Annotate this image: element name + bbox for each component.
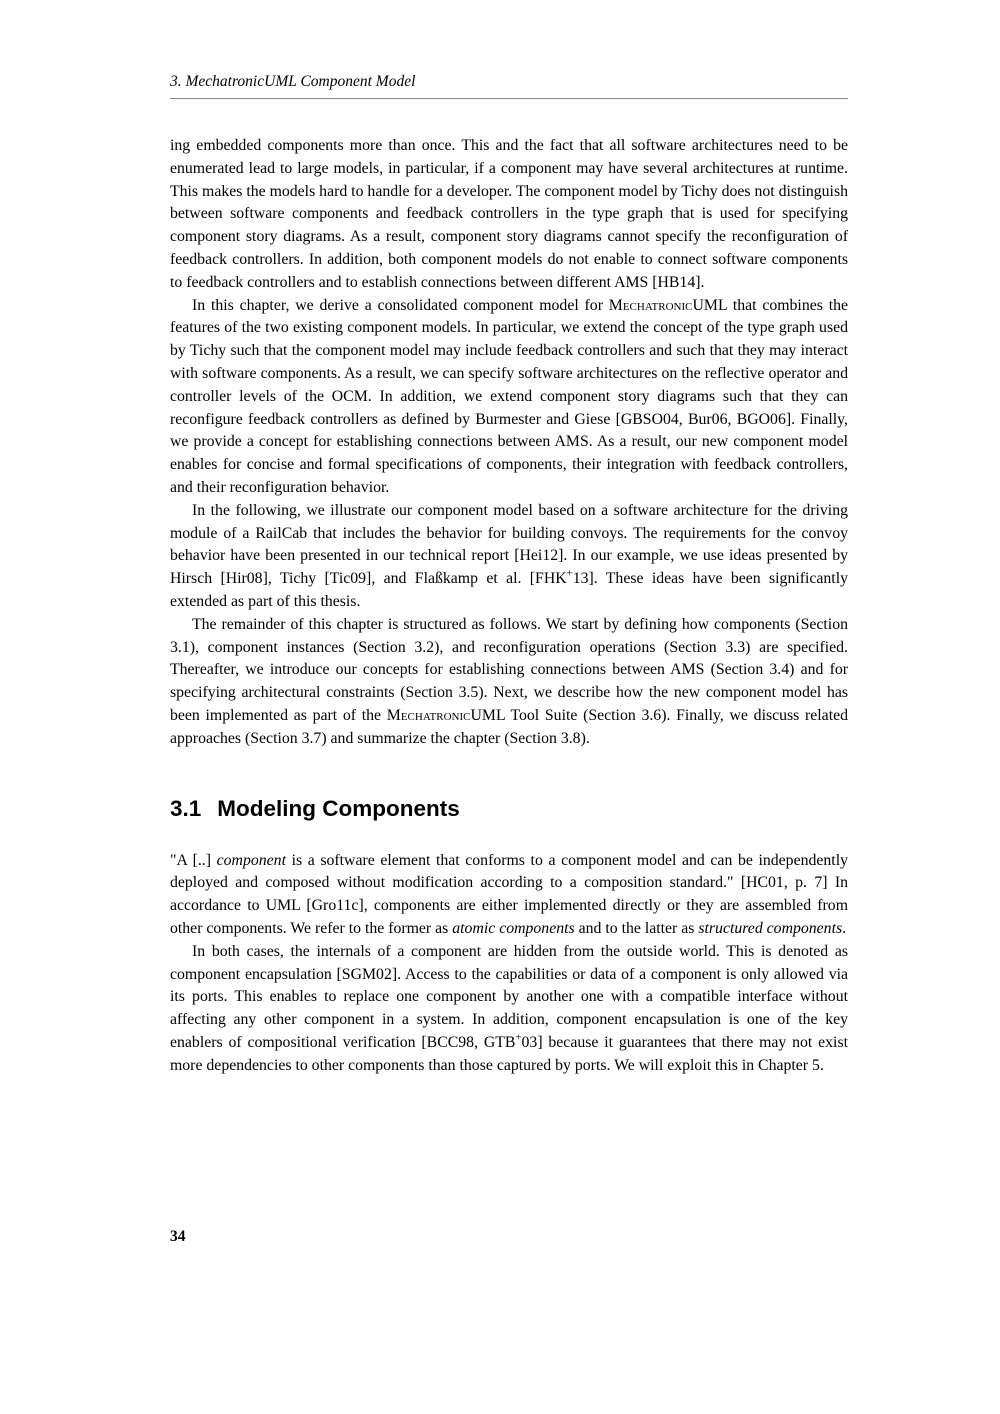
body-paragraphs-after <box>170 850 848 1078</box>
paragraph <box>170 850 848 941</box>
text-run: atomic components <box>452 919 575 937</box>
running-header <box>170 72 848 99</box>
text-run: 03] because it guarantees that there may not exist more dependencies to other components than those captured by ports. We will exploit this in Chapter 5. <box>170 1033 848 1074</box>
section-heading <box>170 796 848 822</box>
text-run: is a software element that conforms to a component model and can be independently deployed and composed without modification according to a composition standard." [HC01, p. 7] In accordance to UML [Gro11c], components are either implemented directly or they are assembled from other components. We refer to the former as <box>170 851 848 937</box>
text-run: UML Tool Suite (Section 3.6). Finally, we discuss related approaches (Section 3.7) and summarize the chapter (Section 3.8). <box>170 706 848 747</box>
text-run: In this chapter, we derive a consolidated component model for <box>192 296 609 314</box>
paragraph <box>170 614 848 751</box>
paragraph <box>170 295 848 500</box>
paragraph <box>170 500 848 614</box>
section-number: 3.1 <box>170 795 202 821</box>
paragraph <box>170 941 848 1078</box>
text-run: The remainder of this chapter is structured as follows. We start by defining how components (Section 3.1), component instances (Section 3.2), and reconfiguration operations (Section 3.3) are specified. Thereafter, we introduce our concepts for establishing connections between AMS (Section 3.4) and for specifying architectural constraints (Section 3.5). Next, we describe how the new component model has been implemented as part of the <box>170 615 848 724</box>
text-run: component <box>216 851 286 869</box>
text-run: "A [..] <box>170 851 217 869</box>
text-run: UML that combines the features of the two existing component models. In particular, we extend the concept of the type graph used by Tichy such that the component model may include feedback controllers and such that they may interact with software components. As a result, we can specify software architectures on the reflective operator and controller levels of the OCM. In addition, we extend component story diagrams such that they can reconfigure feedback controllers as defined by Burmester and Giese [GBSO04, Bur06, BGO06]. Finally, we provide a concept for establishing connections between AMS. As a result, our new component model enables for concise and formal specifications of components, their integration with feedback controllers, and their reconfiguration behavior. <box>170 296 848 496</box>
text-run: Mechatronic <box>386 706 471 724</box>
section-title: Modeling Components <box>217 795 460 821</box>
superscript-text: + <box>566 567 573 580</box>
text-run: In the following, we illustrate our component model based on a software architecture for the driving module of a RailCab that includes the behavior for building convoys. The requirements for the convoy behavior have been presented in our technical report [Hei12]. In our example, we use ideas presented by Hirsch [Hir08], Tichy [Tic09], and Flaßkamp et al. [FHK <box>170 501 848 588</box>
page-number: 34 <box>170 1228 186 1245</box>
superscript-text: + <box>515 1031 522 1044</box>
text-run: and to the latter as <box>574 919 699 937</box>
paragraph <box>170 135 848 295</box>
text-run: 13]. These ideas have been significantly extended as part of this thesis. <box>170 570 848 610</box>
body-paragraphs-before <box>170 135 848 751</box>
text-run: Mechatronic <box>608 296 693 314</box>
text-run: ing embedded components more than once. This and the fact that all software architectures need to be enumerated lead to large models, in particular, if a component may have several architectures at runtime. This makes the models hard to handle for a developer. The component model by Tichy does not distinguish between software components and feedback controllers in the type graph that is used for specifying component story diagrams. As a result, component story diagrams cannot specify the reconfiguration of feedback controllers. In addition, both component models do not enable to connect software components to feedback controllers and to establish connections between different AMS [HB14]. <box>170 137 848 291</box>
text-run: . <box>842 919 847 937</box>
text-run: In both cases, the internals of a component are hidden from the outside world. This is denoted as component encapsulation [SGM02]. Access to the capabilities or data of a component is only allowed via its ports. This enables to replace one component by another one with a compatible interface without affecting any other component in a system. In addition, component encapsulation is one of the key enablers of compositional verification [BCC98, GTB <box>170 942 848 1051</box>
running-header-text: 3. MechatronicUML Component Model <box>170 73 416 90</box>
text-run: structured components <box>698 919 843 937</box>
page-content <box>170 72 848 1077</box>
